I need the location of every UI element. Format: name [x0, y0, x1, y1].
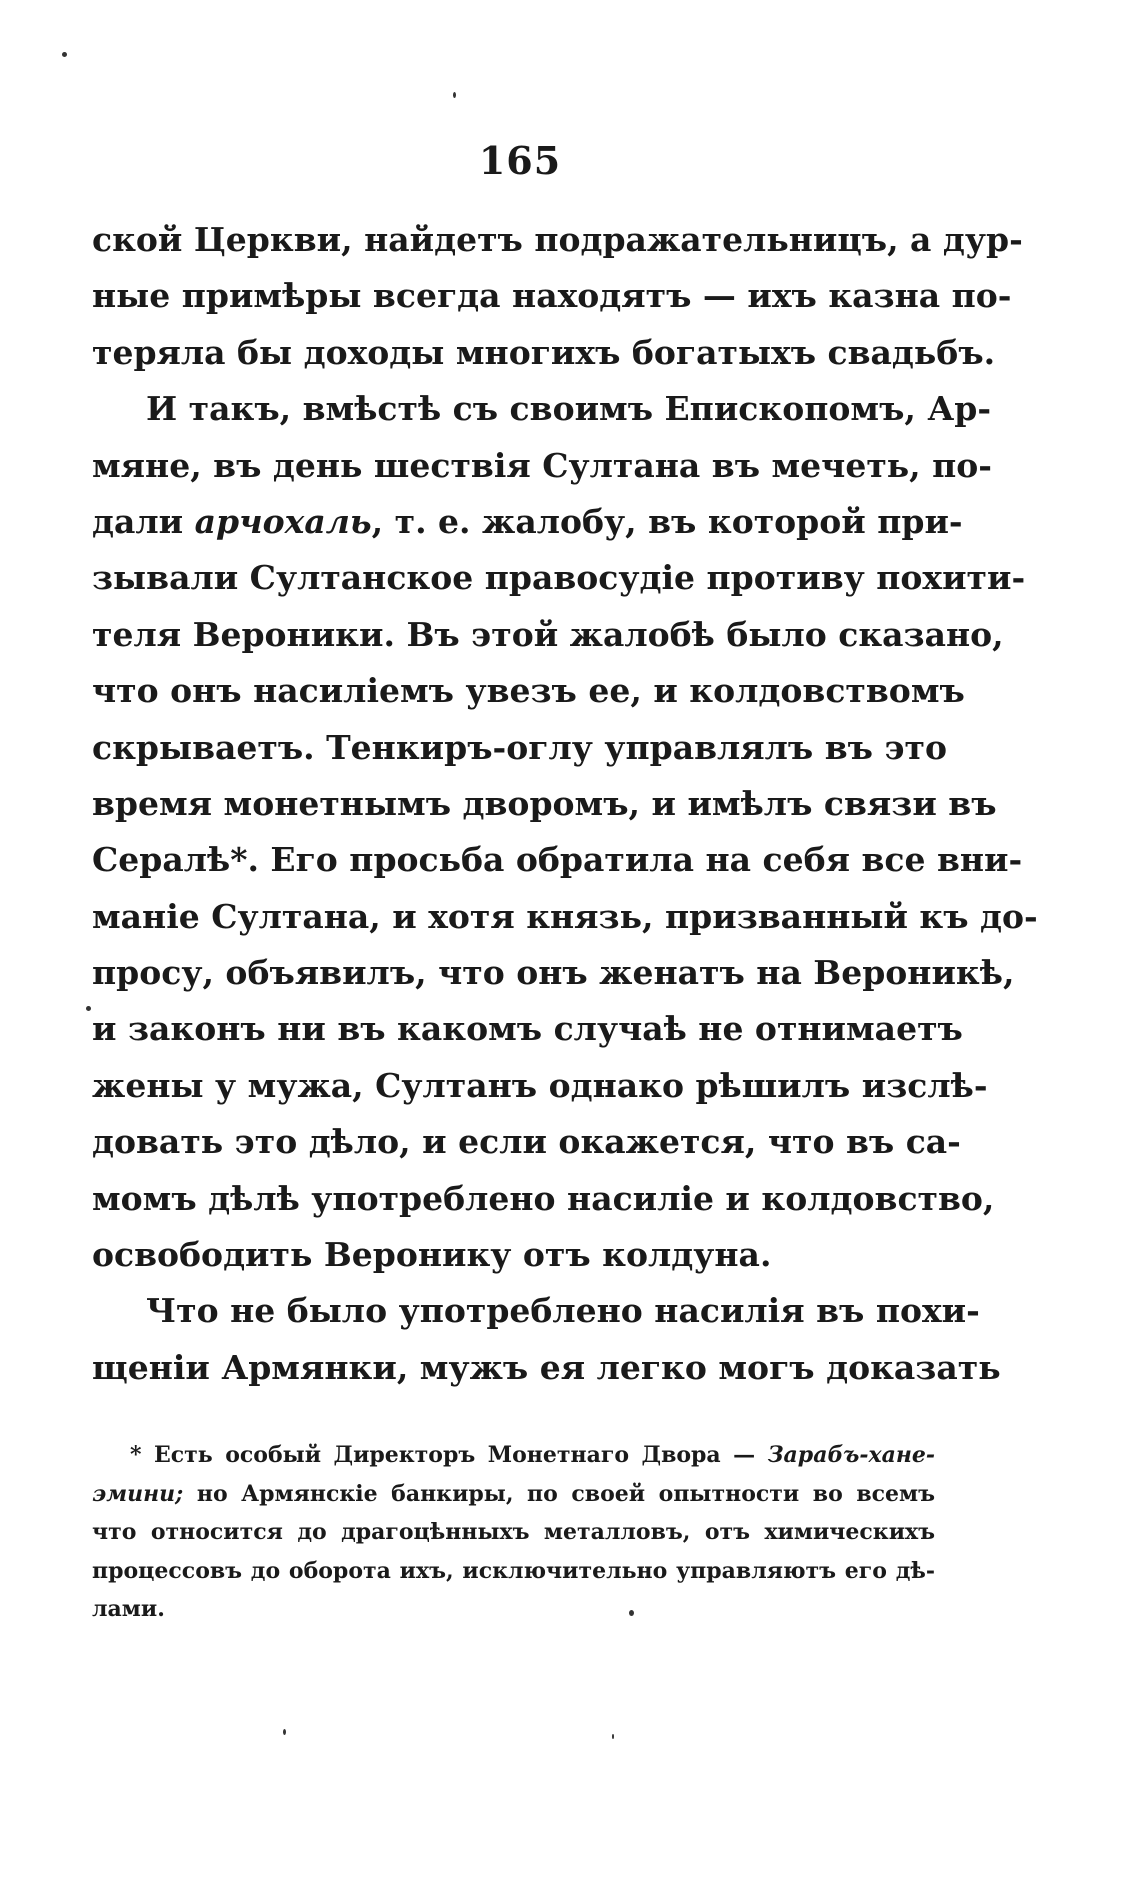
text-line: мяне, въ день шествія Султана въ мечеть, по- — [92, 445, 993, 485]
scan-speck — [62, 52, 67, 57]
text-line: Что не было употреблено насилія въ похи- — [146, 1291, 980, 1331]
footnote-fragment: * Есть особый Директоръ Монетнаго Двора — — [130, 1442, 768, 1468]
text-line: маніе Султана, и хотя князь, призванный къ до- — [92, 896, 1038, 936]
text-line: зывали Султанское правосудіе противу похити- — [92, 558, 1026, 598]
footnote-line: процессовъ до оборота ихъ, исключительно управляютъ его дѣ- — [92, 1557, 935, 1584]
italic-term: арчохаль — [194, 501, 372, 541]
text-fragment: , т. е. жалобу, въ которой при- — [371, 501, 963, 541]
text-line: ные примѣры всегда находятъ — ихъ казна по- — [92, 276, 1012, 316]
text-line: время монетнымъ дворомъ, и имѣлъ связи въ — [92, 783, 997, 823]
text-line: довать это дѣло, и если окажется, что въ са- — [92, 1122, 961, 1162]
footnote-italic-term: эмини; — [92, 1480, 184, 1507]
text-line: жены у мужа, Султанъ однако рѣшилъ изслѣ- — [92, 1065, 988, 1105]
footnote-line — [92, 1475, 935, 1514]
text-line: момъ дѣлѣ употреблено насиліе и колдовство, — [92, 1178, 995, 1218]
text-line: ской Церкви, найдетъ подражательницъ, а дур- — [92, 220, 1023, 259]
scan-speck — [612, 1734, 614, 1739]
scan-speck — [86, 1006, 91, 1011]
footnote-line: лами. — [92, 1596, 165, 1622]
text-line: теля Вероники. Въ этой жалобѣ было сказано, — [92, 614, 1004, 654]
text-line: освободить Веронику отъ колдуна. — [92, 1235, 772, 1275]
footnote-italic-term: Зарабъ-хане- — [767, 1442, 935, 1468]
page-number: 165 — [478, 138, 562, 183]
text-line: и законъ ни въ какомъ случаѣ не отнимаетъ — [92, 1009, 963, 1049]
text-line-with-italic — [92, 494, 963, 550]
footnote-line — [92, 1436, 935, 1475]
scan-speck — [453, 92, 456, 98]
scan-speck — [283, 1729, 286, 1735]
text-line: И такъ, вмѣстѣ съ своимъ Епископомъ, Ар- — [146, 389, 992, 429]
footnote — [92, 1436, 935, 1629]
text-line: Сералѣ*. Его просьба обратила на себя все вни- — [92, 840, 1023, 880]
text-fragment: дали — [92, 501, 195, 541]
text-line: теряла бы доходы многихъ богатыхъ свадьбъ. — [92, 332, 996, 372]
text-line: щеніи Армянки, мужъ ея легко могъ доказать — [92, 1347, 1001, 1387]
footnote-line: что относится до драгоцѣнныхъ металловъ, отъ химическихъ — [92, 1519, 935, 1545]
text-line: что онъ насиліемъ увезъ ее, и колдовствомъ — [92, 671, 965, 711]
text-line: скрываетъ. Тенкиръ-оглу управлялъ въ это — [92, 727, 948, 767]
text-line: просу, объявилъ, что онъ женатъ на Вероникѣ, — [92, 953, 1015, 993]
body-text — [92, 212, 1038, 1396]
footnote-fragment: но Армянскіе банкиры, по своей опытности во всемъ — [183, 1480, 935, 1507]
scan-speck — [629, 1610, 634, 1616]
